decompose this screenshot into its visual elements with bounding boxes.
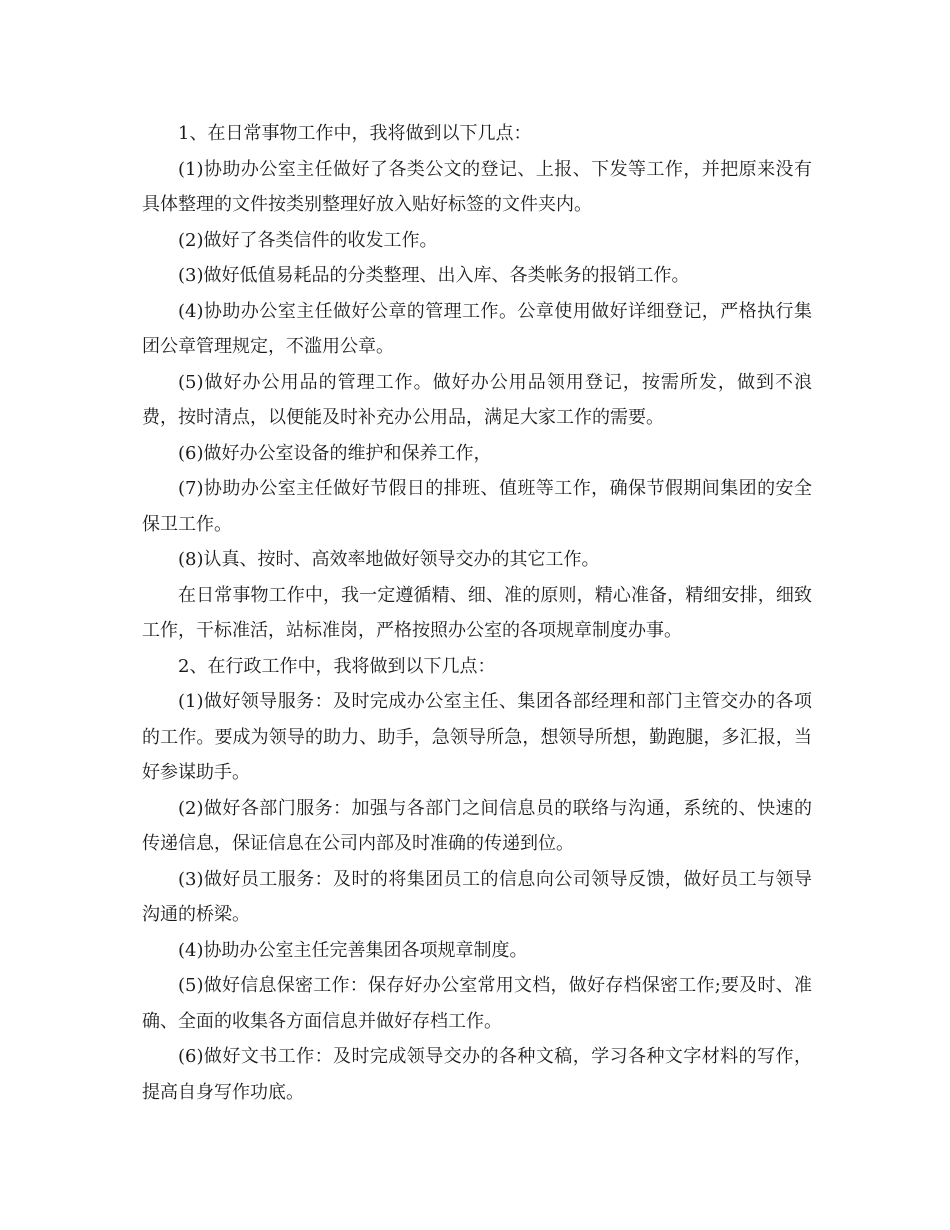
paragraph-admin-item-2: (2)做好各部门服务：加强与各部门之间信息员的联络与沟通，系统的、快速的传递信息，保证信息在公司内部及时准确的传递到位。 (142, 797, 812, 854)
paragraph-daily-heading: 1、在日常事物工作中，我将做到以下几点： (178, 123, 532, 144)
paragraph-daily-item-4: (4)协助办公室主任做好公章的管理工作。公章使用做好详细登记，严格执行集团公章管理规定，不滥用公章。 (142, 300, 812, 357)
paragraph-admin-heading: 2、在行政工作中，我将做到以下几点： (178, 655, 496, 677)
paragraph-daily-item-2: (2)做好了各类信件的收发工作。 (178, 229, 438, 251)
paragraph-admin-item-4: (4)协助办公室主任完善集团各项规章制度。 (178, 939, 528, 961)
paragraph-admin-item-3: (3)做好员工服务：及时的将集团员工的信息向公司领导反馈，做好员工与领导沟通的桥梁。 (142, 868, 812, 925)
document-body (142, 116, 812, 1110)
paragraph-daily-item-8: (8)认真、按时、高效率地做好领导交办的其它工作。 (178, 549, 600, 570)
paragraph-admin-item-6: (6)做好文书工作：及时完成领导交办的各种文稿，学习各种文字材料的写作，提高自身写作功底。 (142, 1046, 812, 1103)
paragraph-daily-item-5: (5)做好办公用品的管理工作。做好办公用品领用登记，按需所发，做到不浪费，按时清点，以便能及时补充办公用品，满足大家工作的需要。 (142, 371, 812, 428)
paragraph-daily-item-3: (3)做好低值易耗品的分类整理、出入库、各类帐务的报销工作。 (178, 265, 690, 286)
paragraph-admin-item-1: (1)做好领导服务：及时完成办公室主任、集团各部经理和部门主管交办的各项的工作。要成为领导的助力、助手，急领导所急，想领导所想，勤跑腿，多汇报，当好参谋助手。 (142, 691, 812, 783)
paragraph-daily-item-7: (7)协助办公室主任做好节假日的排班、值班等工作，确保节假期间集团的安全保卫工作。 (142, 478, 812, 535)
paragraph-daily-item-6: (6)做好办公室设备的维护和保养工作， (178, 442, 492, 464)
paragraph-admin-item-5: (5)做好信息保密工作：保存好办公室常用文档，做好存档保密工作;要及时、准确、全面的收集各方面信息并做好存档工作。 (142, 975, 812, 1032)
paragraph-daily-summary: 在日常事物工作中，我一定遵循精、细、准的原则，精心准备，精细安排，细致工作，干标准活，站标准岗，严格按照办公室的各项规章制度办事。 (142, 584, 812, 641)
paragraph-daily-item-1: (1)协助办公室主任做好了各类公文的登记、上报、下发等工作，并把原来没有具体整理的文件按类别整理好放入贴好标签的文件夹内。 (142, 158, 812, 215)
